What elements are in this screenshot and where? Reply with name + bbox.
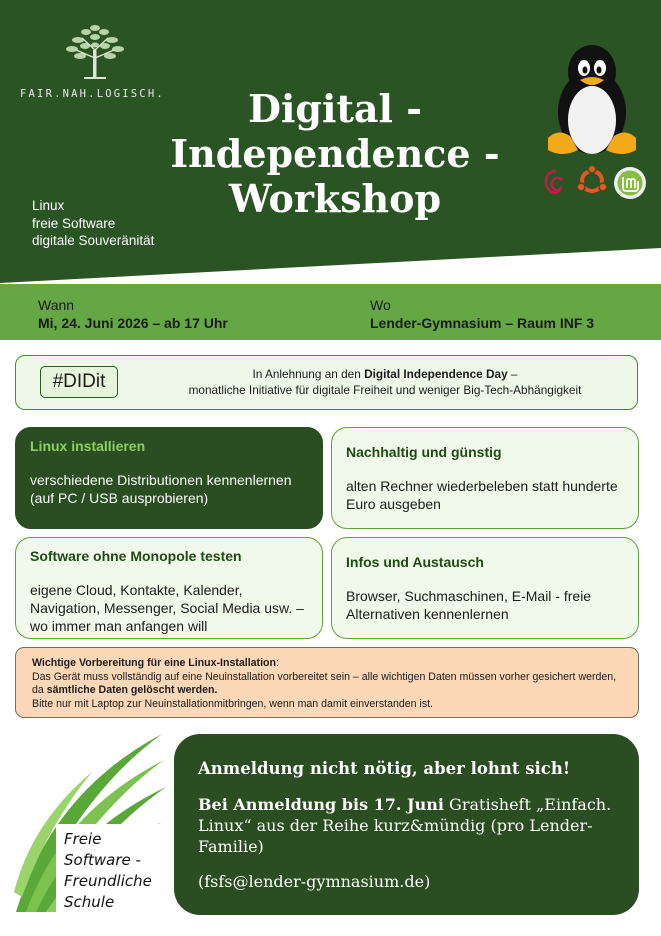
- when-label: Wann: [38, 297, 75, 313]
- card-title: Linux installieren: [30, 438, 146, 454]
- card-body: eigene Cloud, Kontakte, Kalender, Navigation, Messenger, Social Media usw. – wo immer man anfangen will: [30, 582, 304, 634]
- fsfs-logo-line: Software -: [64, 851, 141, 869]
- warning-line2: Bitte nur mit Laptop zur Neuinstallationmitbringen, wenn man damit einverstanden ist.: [32, 697, 434, 710]
- fsfs-logo-line: Freie: [64, 830, 102, 848]
- registration-offer-bold: Bei Anmeldung bis 17. Juni: [198, 795, 444, 814]
- registration-headline: Anmeldung nicht nötig, aber lohnt sich!: [198, 759, 571, 778]
- card-title: Nachhaltig und günstig: [346, 444, 502, 460]
- where-label: Wo: [370, 297, 391, 313]
- fsfs-logo-line: Freundliche: [64, 872, 152, 890]
- card-body: verschiedene Distributionen kennenlernen (auf PC / USB ausprobieren): [30, 472, 292, 506]
- page-title: [150, 86, 520, 221]
- registration-box: [174, 734, 639, 915]
- topic-item: Linux: [32, 198, 65, 213]
- didit-text-prefix: In Anlehnung an den: [252, 367, 365, 381]
- warning-heading: Wichtige Vorbereitung für eine Linux-Installation: [32, 657, 276, 669]
- title-line: Digital -: [247, 86, 422, 131]
- where-value: Lender-Gymnasium – Raum INF 3: [370, 315, 595, 331]
- preparation-warning: [15, 647, 639, 718]
- card-sustainable: [331, 427, 639, 529]
- warning-colon: :: [275, 657, 279, 669]
- registration-offer-text: Gratisheft „Einfach. Linux“ aus der Reihe kurz&mündig (pro Lender-Familie): [198, 795, 612, 856]
- didit-text-suffix: –: [507, 367, 518, 381]
- didit-text-line2: monatliche Initiative für digitale Freiheit und weniger Big-Tech-Abhängigkeit: [188, 382, 582, 397]
- title-line: Workshop: [228, 176, 442, 221]
- warning-line1: Das Gerät muss vollständig auf eine Neuinstallation vorbereitet sein – alle wichtigen Daten müssen vorher gesichert werden, da: [32, 670, 617, 696]
- card-body: Browser, Suchmaschinen, E-Mail - freie Alternativen kennenlernen: [346, 588, 592, 622]
- debian-icon: [546, 171, 562, 193]
- didit-description: [150, 367, 620, 398]
- topic-item: freie Software: [32, 215, 116, 231]
- card-linux-install: [15, 427, 323, 529]
- hashtag-badge: #DIDit: [40, 366, 118, 398]
- registration-contact-email: (fsfs@lender-gymnasium.de): [198, 872, 431, 891]
- didit-text-bold: Digital Independence Day: [364, 367, 508, 381]
- tux-penguin-icon: [540, 42, 644, 160]
- event-info-band: [0, 284, 661, 340]
- warning-line1-bold: sämtliche Daten gelöscht werden.: [46, 684, 218, 696]
- card-body: alten Rechner wiederbeleben statt hunderte Euro ausgeben: [346, 478, 618, 512]
- topic-list: [32, 197, 154, 250]
- card-title: Software ohne Monopole testen: [30, 548, 242, 564]
- card-infos-exchange: [331, 537, 639, 639]
- tagline: FAIR.NAH.LOGISCH.: [20, 88, 165, 100]
- registration-offer: [198, 794, 615, 857]
- linux-mint-icon: [614, 167, 646, 199]
- free-software-school-logo: [12, 732, 167, 917]
- title-line: Independence -: [170, 131, 500, 176]
- tree-logo-icon: [60, 20, 130, 82]
- topic-item: digitale Souveränität: [32, 233, 155, 248]
- when-value: Mi, 24. Juni 2026 – ab 17 Uhr: [38, 315, 228, 331]
- card-software-test: [15, 537, 323, 639]
- card-title: Infos und Austausch: [346, 554, 484, 570]
- fsfs-logo-line: Schule: [64, 893, 115, 911]
- ubuntu-icon: [577, 165, 607, 191]
- distro-icons: [540, 163, 650, 203]
